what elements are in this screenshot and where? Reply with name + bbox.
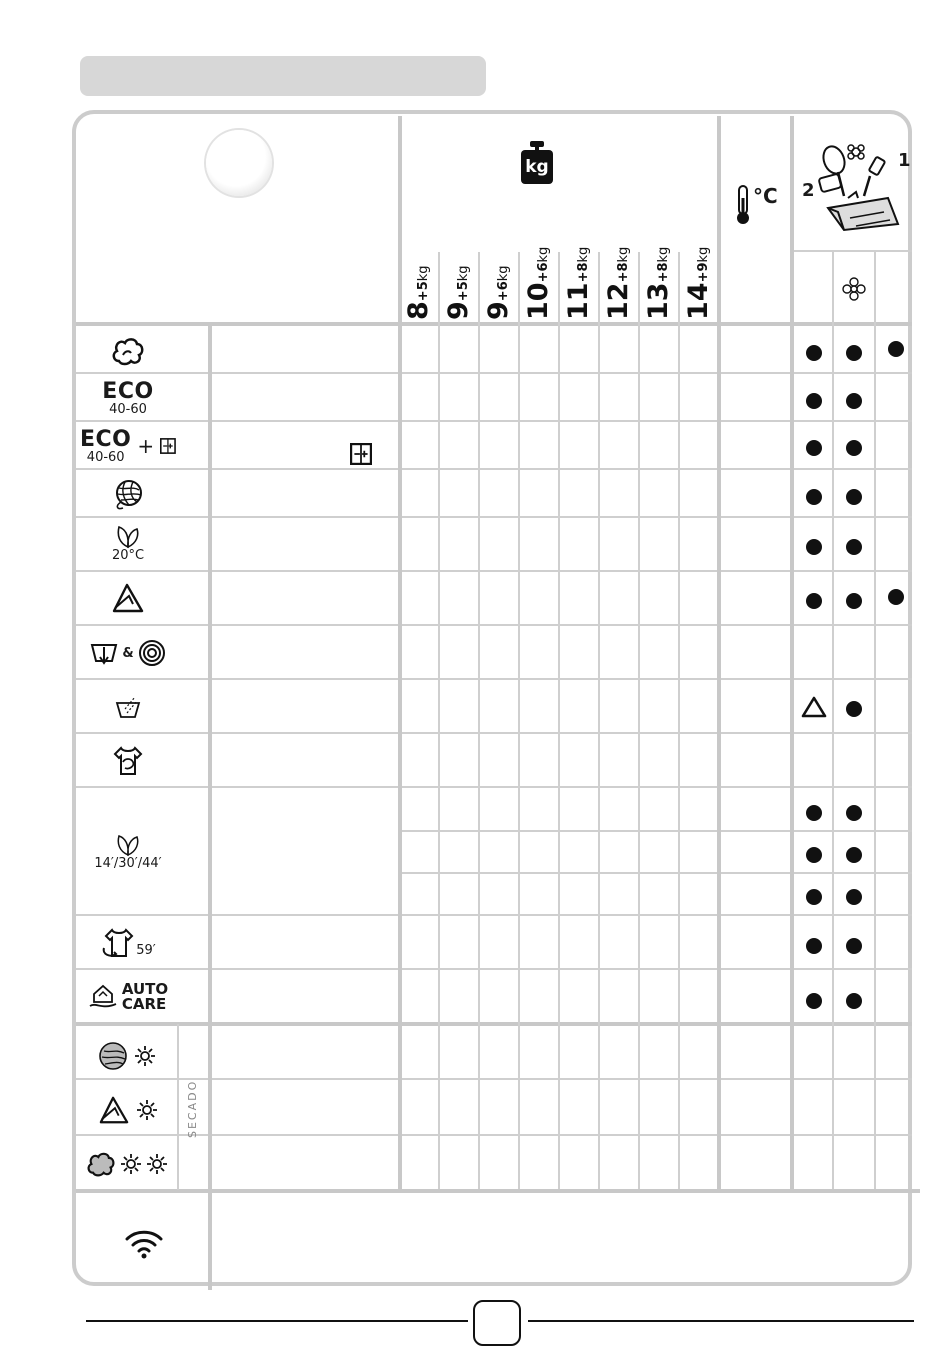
auto-care-icon	[80, 976, 176, 1018]
rapid-14-30-44-icon	[80, 830, 176, 874]
wifi-icon	[124, 1228, 164, 1260]
detergent-dot	[846, 393, 862, 409]
eco-label: ECO	[102, 378, 154, 404]
detergent-dot	[846, 993, 862, 1009]
shirt-59-icon	[80, 922, 176, 964]
dryer-symbol-icon	[350, 443, 372, 469]
capacity-label: 8+5kg	[403, 265, 434, 320]
capacity-label: 10+6kg	[523, 246, 554, 320]
grid-col-line	[678, 252, 680, 1189]
auto-care-line1: AUTO	[121, 980, 169, 998]
detergent-dot	[806, 889, 822, 905]
wool-dry-icon	[98, 1036, 164, 1076]
detergent-dot	[846, 593, 862, 609]
grid-col-line	[478, 252, 480, 1189]
capacity-label: 13+8kg	[643, 246, 674, 320]
detergent-dot	[806, 938, 822, 954]
plus-sign: +	[137, 434, 155, 458]
capacity-label: 14+9kg	[683, 246, 714, 320]
hygiene-shirt-icon	[80, 740, 176, 782]
detergent-dot	[806, 440, 822, 456]
capacity-label: 11+8kg	[563, 246, 594, 320]
detergent-dot	[806, 345, 822, 361]
capacity-label: 12+8kg	[603, 246, 634, 320]
synthetic-dry-icon	[98, 1090, 164, 1130]
grid-col-line	[398, 116, 402, 1189]
capacity-label: 9+5kg	[443, 265, 474, 320]
detergent-dot	[806, 993, 822, 1009]
sun-icon	[136, 1099, 158, 1121]
grid-row-line	[76, 1022, 912, 1026]
grid-row-line	[76, 732, 912, 734]
grid-col-line	[518, 252, 520, 1189]
dryer-symbol-icon	[160, 436, 176, 456]
grid-row-line	[76, 570, 912, 572]
sun-icon	[120, 1153, 142, 1175]
grid-col-line	[638, 252, 640, 1189]
auto-care-line2: CARE	[121, 995, 167, 1013]
grid-row-line	[76, 968, 912, 970]
eco-40-60-icon	[80, 378, 176, 418]
cotton-dry-double-icon	[86, 1144, 176, 1184]
drain-spin-icon	[80, 632, 176, 674]
detergent-dot	[846, 489, 862, 505]
grid-row-line	[76, 678, 912, 680]
grid-row-line	[76, 372, 912, 374]
grid-row-line	[398, 872, 912, 874]
detergent-dot	[888, 589, 904, 605]
sun-icon	[134, 1045, 156, 1067]
detergent-dot	[806, 539, 822, 555]
detergent-dot	[846, 938, 862, 954]
grid-col-line	[874, 252, 876, 1189]
drawer-compartment-1-label: 1	[898, 150, 911, 171]
grid-col-line	[208, 324, 212, 1290]
grid-col-line	[790, 116, 794, 1189]
grid-col-line	[438, 252, 440, 1189]
drawer-compartment-2-label: 2	[802, 180, 815, 201]
kg-weight-text: kg	[525, 157, 549, 177]
page-number-box	[473, 1300, 521, 1346]
eco-range-label: 40-60	[86, 449, 125, 465]
program-dial-icon	[206, 130, 272, 196]
detergent-dot	[806, 593, 822, 609]
eco-20c-icon	[80, 520, 176, 566]
grid-col-line	[832, 252, 834, 1189]
detergent-dot	[846, 805, 862, 821]
grid-row-line	[76, 1078, 912, 1080]
eco-temp-label: 20°C	[111, 547, 145, 563]
rinse-icon	[80, 690, 176, 726]
grid-row-line	[76, 322, 912, 326]
grid-col-line	[717, 116, 721, 1189]
grid-row-line	[76, 914, 912, 916]
detergent-dot	[888, 341, 904, 357]
detergent-dot	[806, 393, 822, 409]
grid-row-line	[76, 1134, 912, 1136]
grid-row-line	[76, 786, 912, 788]
wool-icon	[80, 474, 176, 516]
detergent-dot	[846, 847, 862, 863]
grid-row-line	[76, 420, 912, 422]
footer-rule-right	[528, 1320, 914, 1322]
detergent-dot	[846, 539, 862, 555]
shirt-time-label: 59′	[136, 942, 156, 958]
grid-row-line	[76, 1189, 920, 1193]
footer-rule-left	[86, 1320, 468, 1322]
detergent-dot	[846, 345, 862, 361]
rapid-times-label: 14′/30′/44′	[94, 855, 162, 871]
grid-row-line	[76, 516, 912, 518]
cotton-icon	[80, 330, 176, 372]
detergent-dot	[846, 889, 862, 905]
detergent-dot	[806, 489, 822, 505]
grid-row-line	[398, 830, 912, 832]
kg-weight-icon	[519, 140, 555, 186]
temperature-unit-text: °C	[753, 184, 778, 208]
grid-row-line	[76, 624, 912, 626]
sun-icon	[146, 1153, 168, 1175]
flower-softener-icon	[842, 277, 866, 301]
optional-detergent-triangle	[801, 696, 827, 722]
synthetic-icon	[80, 578, 176, 618]
eco-label: ECO	[80, 426, 132, 452]
drying-section-label: SECADO	[186, 1079, 199, 1138]
eco-range-label: 40-60	[109, 401, 147, 417]
detergent-dot	[846, 701, 862, 717]
grid-col-line	[177, 1024, 179, 1190]
ampersand: &	[122, 645, 134, 661]
detergent-dot	[846, 440, 862, 456]
detergent-dot	[806, 805, 822, 821]
grid-row-line	[76, 468, 912, 470]
section-title-bar	[80, 56, 486, 96]
detergent-dot	[806, 847, 822, 863]
detergent-drawer-icon	[798, 138, 912, 238]
grid-col-line	[558, 252, 560, 1189]
grid-row-line	[792, 250, 912, 252]
thermometer-icon	[733, 184, 783, 228]
capacity-label: 9+6kg	[483, 265, 514, 320]
grid-col-line	[598, 252, 600, 1189]
eco-40-60-dryer-icon	[80, 426, 176, 466]
